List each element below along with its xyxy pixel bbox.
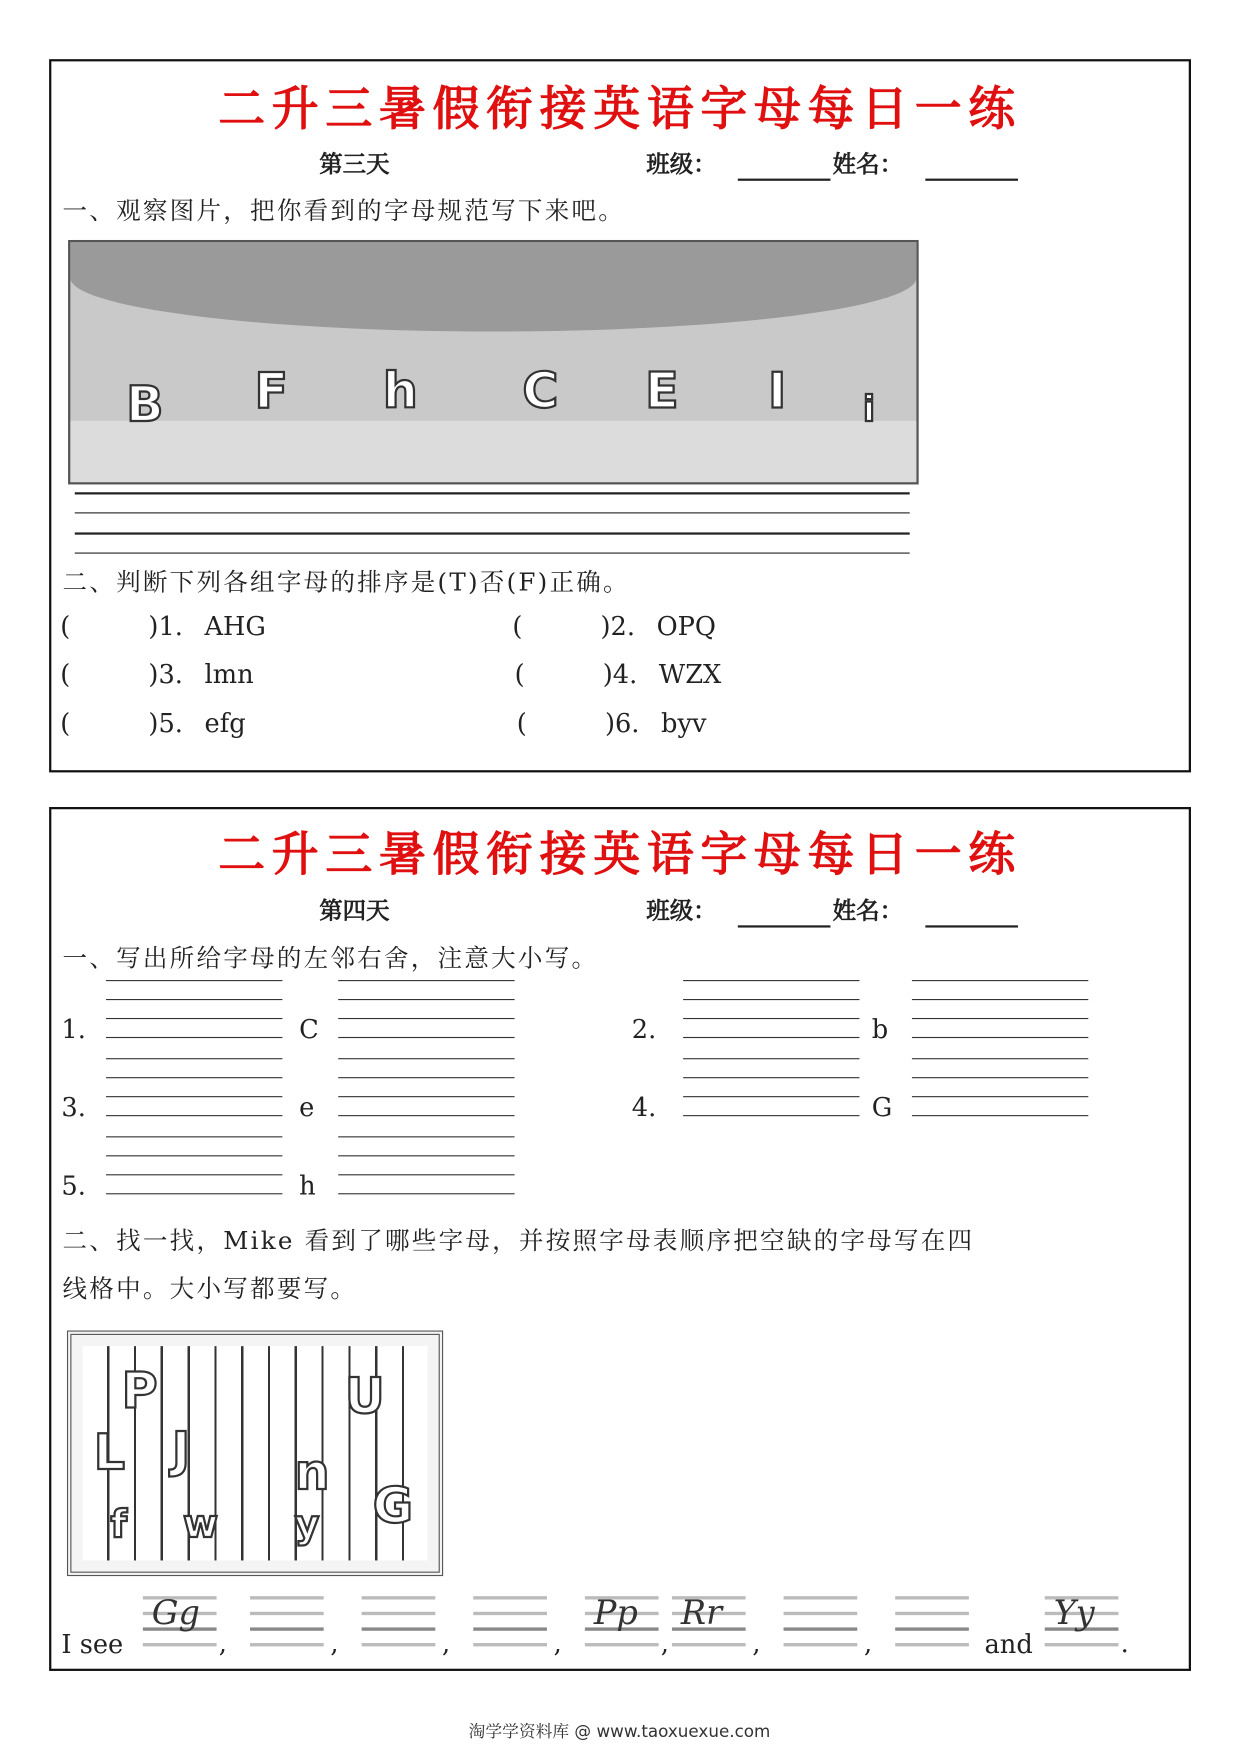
question-1: 一、写出所给字母的左邻右舍，注意大小写。 <box>62 945 599 974</box>
blank-letter-grid[interactable] <box>895 1596 969 1647</box>
comma: , <box>553 1629 562 1659</box>
class-field[interactable] <box>738 179 831 181</box>
picture-letter: L <box>93 1424 126 1482</box>
blank-letter-grid[interactable] <box>362 1596 436 1647</box>
picture-letter: I <box>767 362 787 420</box>
blank-letter-grid[interactable] <box>473 1596 547 1647</box>
class-label: 班级： <box>646 896 717 925</box>
comma: , <box>660 1629 669 1659</box>
question-2: 二、判断下列各组字母的排序是(T)否(F)正确。 <box>62 569 630 598</box>
comma: , <box>863 1629 873 1659</box>
i-see-label: I see <box>61 1630 124 1660</box>
worksheet-title: 二升三暑假衔接英语字母每日一练 <box>218 81 1022 137</box>
four-line-grid[interactable] <box>683 980 859 1040</box>
picture-letter: E <box>645 362 679 420</box>
four-line-grid[interactable] <box>912 980 1088 1040</box>
comma: , <box>330 1629 339 1659</box>
name-field[interactable] <box>925 179 1018 181</box>
question-1: 一、观察图片，把你看到的字母规范写下来吧。 <box>62 197 626 226</box>
four-line-grid[interactable] <box>912 1058 1088 1118</box>
tf-item: ( )3. lmn <box>60 660 254 690</box>
comma: , <box>218 1629 227 1659</box>
day4-worksheet <box>49 807 1191 1671</box>
comma: , <box>752 1629 761 1659</box>
given-letter: e <box>299 1093 315 1123</box>
picture-letter: i <box>862 387 876 430</box>
picture-letter: y <box>294 1502 320 1548</box>
stage-picture <box>68 240 919 484</box>
class-field[interactable] <box>738 925 831 927</box>
picture-letter: F <box>254 362 289 420</box>
given-letter: G <box>871 1093 893 1123</box>
class-label: 班级： <box>646 149 717 178</box>
four-line-grid[interactable] <box>106 980 282 1040</box>
day3-worksheet <box>49 59 1191 772</box>
neighbor-number: 2. <box>631 1015 657 1045</box>
given-letter: C <box>299 1015 319 1045</box>
curtain-picture <box>67 1331 443 1577</box>
given-letter: b <box>871 1015 889 1045</box>
four-line-grid[interactable] <box>683 1058 859 1118</box>
four-line-grid[interactable] <box>106 1136 282 1196</box>
and-label: and <box>984 1630 1033 1660</box>
picture-letter: B <box>126 376 164 434</box>
four-line-grid[interactable] <box>106 1058 282 1118</box>
picture-letter: J <box>171 1422 191 1479</box>
picture-letter: f <box>110 1502 128 1548</box>
tf-item: ( )4. WZX <box>514 660 722 690</box>
picture-letter: h <box>382 362 418 420</box>
day-label: 第四天 <box>319 896 390 925</box>
four-line-grid[interactable] <box>338 980 514 1040</box>
picture-letter: U <box>344 1368 385 1426</box>
tf-item: ( )5. efg <box>60 709 246 739</box>
question-2-line1: 二、找一找，Mike 看到了哪些字母，并按照字母表顺序把空缺的字母写在四 <box>62 1227 975 1256</box>
filled-letter-grid: Pp <box>585 1596 659 1647</box>
filled-letter-grid: Gg <box>143 1596 217 1647</box>
picture-letter: n <box>294 1444 330 1502</box>
worksheet-title: 二升三暑假衔接英语字母每日一练 <box>218 827 1022 882</box>
blank-letter-grid[interactable] <box>250 1596 324 1647</box>
period: . <box>1120 1629 1129 1659</box>
picture-letter: w <box>183 1502 219 1548</box>
question-2-line2: 线格中。大小写都要写。 <box>62 1275 358 1304</box>
neighbor-number: 5. <box>61 1172 86 1202</box>
four-line-grid[interactable] <box>338 1136 514 1196</box>
tf-item: ( )6. byv <box>516 709 707 739</box>
neighbor-number: 4. <box>631 1093 657 1123</box>
name-label: 姓名： <box>832 149 904 178</box>
filled-letter-grid: Yy <box>1045 1596 1119 1647</box>
given-letter: h <box>299 1172 316 1202</box>
neighbor-number: 1. <box>61 1015 86 1045</box>
neighbor-number: 3. <box>61 1093 86 1123</box>
blank-letter-grid[interactable] <box>784 1596 858 1647</box>
tf-item: ( )1. AHG <box>60 612 266 642</box>
footer-watermark: 淘学学资料库 @ www.taoxuexue.com <box>468 1721 771 1742</box>
four-line-grid[interactable] <box>338 1058 514 1118</box>
name-field[interactable] <box>925 925 1018 927</box>
name-label: 姓名： <box>832 896 904 925</box>
tf-item: ( )2. OPQ <box>512 612 716 642</box>
picture-letter: C <box>522 362 559 420</box>
picture-letter: P <box>121 1362 158 1420</box>
filled-letter-grid: Rr <box>672 1596 746 1647</box>
picture-letter: G <box>372 1477 414 1535</box>
comma: , <box>442 1629 451 1659</box>
day-label: 第三天 <box>319 149 390 178</box>
